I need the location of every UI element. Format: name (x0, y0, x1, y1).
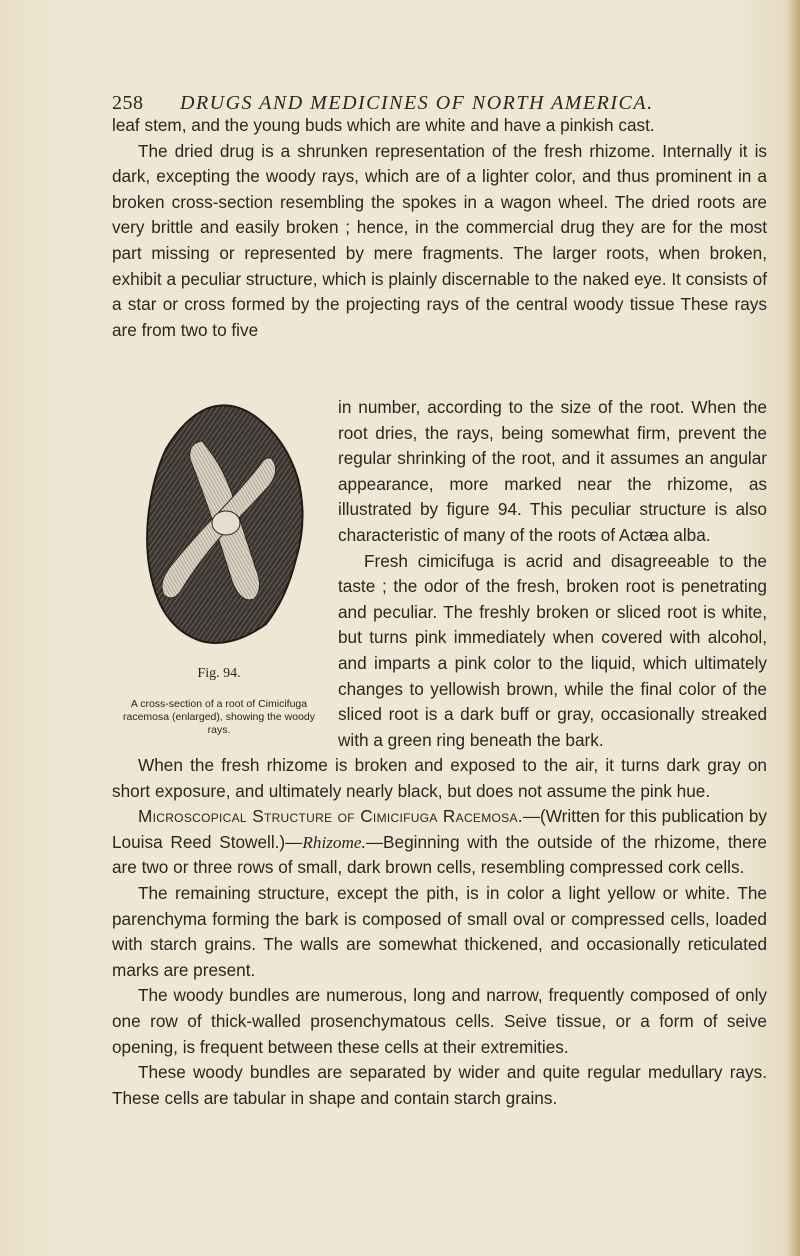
rhizome-description: —Beginning with the outside of the rhizome, there are two or three rows of small, dark brown cells, resembling compressed cork cells. (112, 831, 767, 878)
page-edge (786, 0, 800, 1256)
paragraph-exposed-air: When the fresh rhizome is broken and exposed to the air, it turns dark gray on short exposure, and ultimately nearly black, but does not assume the pink hue. (112, 755, 767, 801)
page-number: 258 (112, 92, 144, 114)
paragraph-parenchyma: The remaining structure, except the pith, is in color a light yellow or white. The parenchyma forming the bark is composed of small oval or compressed cells, loaded with starch grains. The walls are somewhat thickened, and occasionally reticulated marks are present. (112, 882, 767, 980)
top-text-block (112, 113, 767, 343)
pith-center (212, 511, 240, 535)
paragraph-microscopical (112, 804, 767, 881)
bottom-text-block (112, 753, 767, 1111)
paragraph-dried-drug: The dried drug is a shrunken representation of the fresh rhizome. Internally it is dark, excepting the woody rays, which are of a lighter color, and thus prominent in a broken cross-section resembling the spokes in a wagon wheel. The dried roots are very brittle and easily broken ; hence, in the commercial drug they are for the most part missing or represented by mere fragments. The larger roots, when broken, exhibit a peculiar structure, which is plainly discernable to the naked eye. It consists of a star or cross formed by the projecting rays of the central woody tissue These rays are from two to five (112, 140, 767, 340)
figure-caption: A cross-section of a root of Cimicifuga racemosa (enlarged), showing the woody rays. (122, 698, 316, 736)
paragraph-continued: leaf stem, and the young buds which are white and have a pinkish cast. (112, 115, 655, 135)
root-cross-section-illustration (136, 399, 312, 659)
paragraph-woody-bundles: The woody bundles are numerous, long and narrow, frequently composed of only one row of thick-walled prosenchymatous cells. Seive tissue, or a form of seive opening, is frequent between these cells at their extremities. (112, 985, 767, 1057)
paragraph-fresh-cimicifuga: Fresh cimicifuga is acrid and disagreeable to the taste ; the odor of the fresh, broken root is penetrating and peculiar. The freshly broken or sliced root is white, but turns pink immediately when covered with alcohol, and imparts a pink color to the liquid, which ultimately changes to yellowish brown, while the final color of the sliced root is a dark buff or gray, occasionally streaked with a green ring beneath the bark. (338, 550, 767, 750)
figure-94 (112, 395, 326, 780)
figure-label: Fig. 94. (197, 666, 241, 681)
side-text-column (338, 395, 767, 753)
paragraph-rays-number: in number, according to the size of the root. When the root dries, the rays, being somewhat firm, prevent the regular shrinking of the root, and it assumes an angular appearance, more marked near the rhizome, as illustrated by figure 94. This peculiar structure is also characteristic of many of the roots of Actæa alba. (338, 397, 767, 545)
section-heading: Microscopical Structure of Cimicifuga Racemosa. (138, 806, 523, 827)
subheading-rhizome: Rhizome. (302, 832, 366, 852)
author-credit: —(Written for this publication by Louisa Reed Stowell.)— (112, 806, 767, 852)
running-title: DRUGS AND MEDICINES OF NORTH AMERICA. (180, 92, 654, 114)
paragraph-medullary-rays: These woody bundles are separated by wider and quite regular medullary rays. These cells are tabular in shape and contain starch grains. (112, 1062, 767, 1108)
